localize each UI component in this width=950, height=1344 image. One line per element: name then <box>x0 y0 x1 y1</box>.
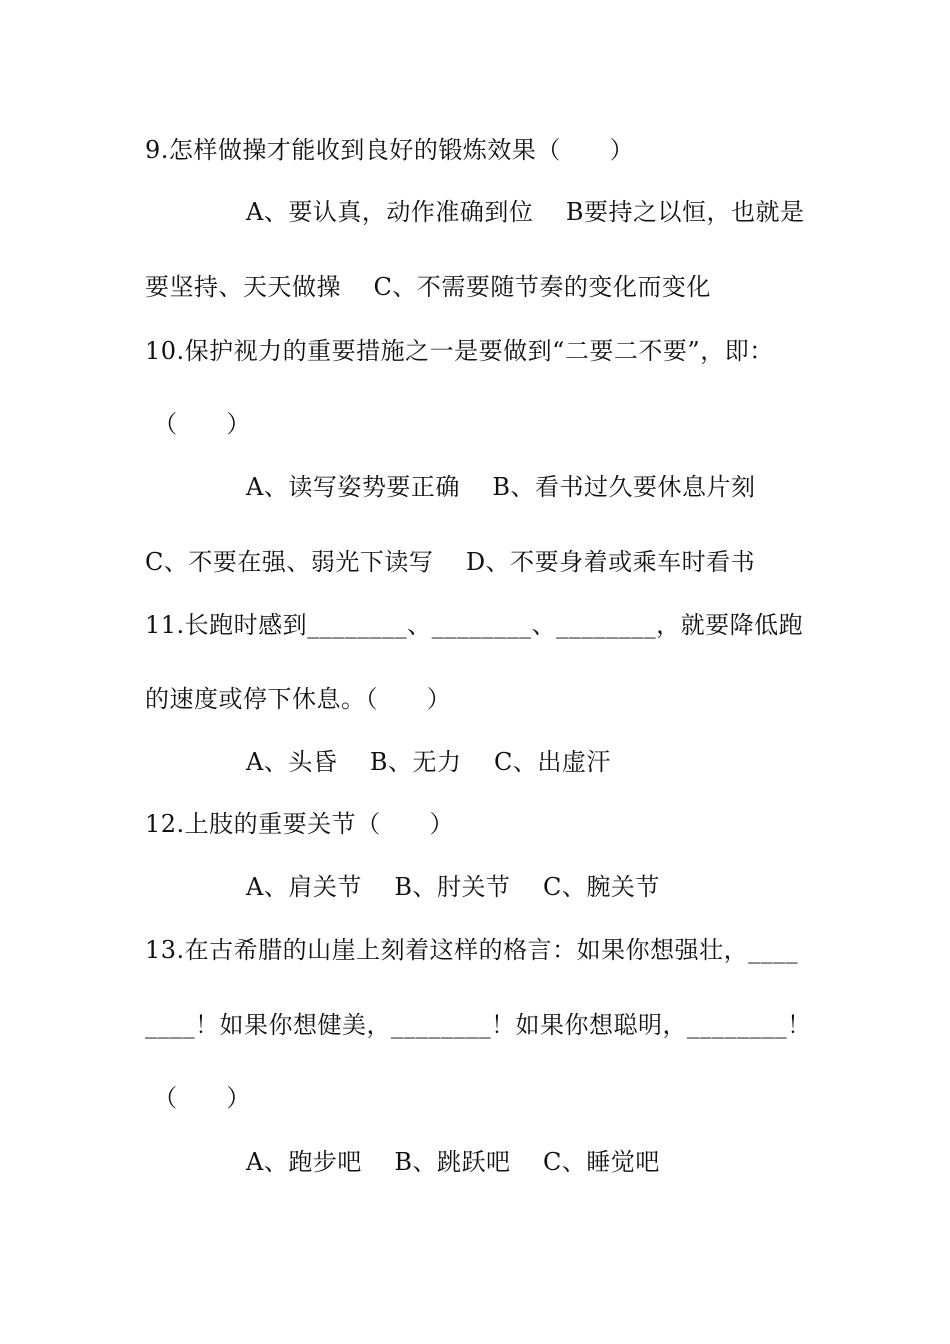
question-12-options: A、肩关节 B、肘关节 C、腕关节 <box>246 873 660 901</box>
question-11-stem-line-1: 11.长跑时感到________、________、________，就要降低跑 <box>145 611 804 639</box>
question-13-answer-blank: （ ） <box>145 1084 251 1112</box>
question-10-options-line-1: A、读写姿势要正确 B、看书过久要休息片刻 <box>246 473 756 501</box>
question-13-stem-line-1: 13.在古希腊的山崖上刻着这样的格言：如果你想强壮，____ <box>145 936 799 964</box>
question-10-options-line-2: C、不要在强、弱光下读写 D、不要身着或乘车时看书 <box>145 548 756 576</box>
question-9-stem: 9.怎样做操才能收到良好的锻炼效果（ ） <box>145 136 635 164</box>
question-13-stem-line-2: ____！如果你想健美，________！如果你想聪明，________！ <box>145 1011 812 1039</box>
question-9-options-line-1: A、要认真，动作准确到位 B要持之以恒，也就是 <box>246 198 805 226</box>
question-10-stem: 10.保护视力的重要措施之一是要做到“二要二不要”，即： <box>145 337 774 365</box>
question-10-answer-blank: （ ） <box>145 410 251 438</box>
question-11-stem-line-2: 的速度或停下休息。（ ） <box>145 685 452 713</box>
question-11-options: A、头昏 B、无力 C、出虚汗 <box>246 748 611 776</box>
question-12-stem: 12.上肢的重要关节（ ） <box>145 810 454 838</box>
question-9-options-line-2: 要坚持、天天做操 C、不需要随节奏的变化而变化 <box>145 273 711 301</box>
question-13-options: A、跑步吧 B、跳跃吧 C、睡觉吧 <box>246 1148 660 1176</box>
